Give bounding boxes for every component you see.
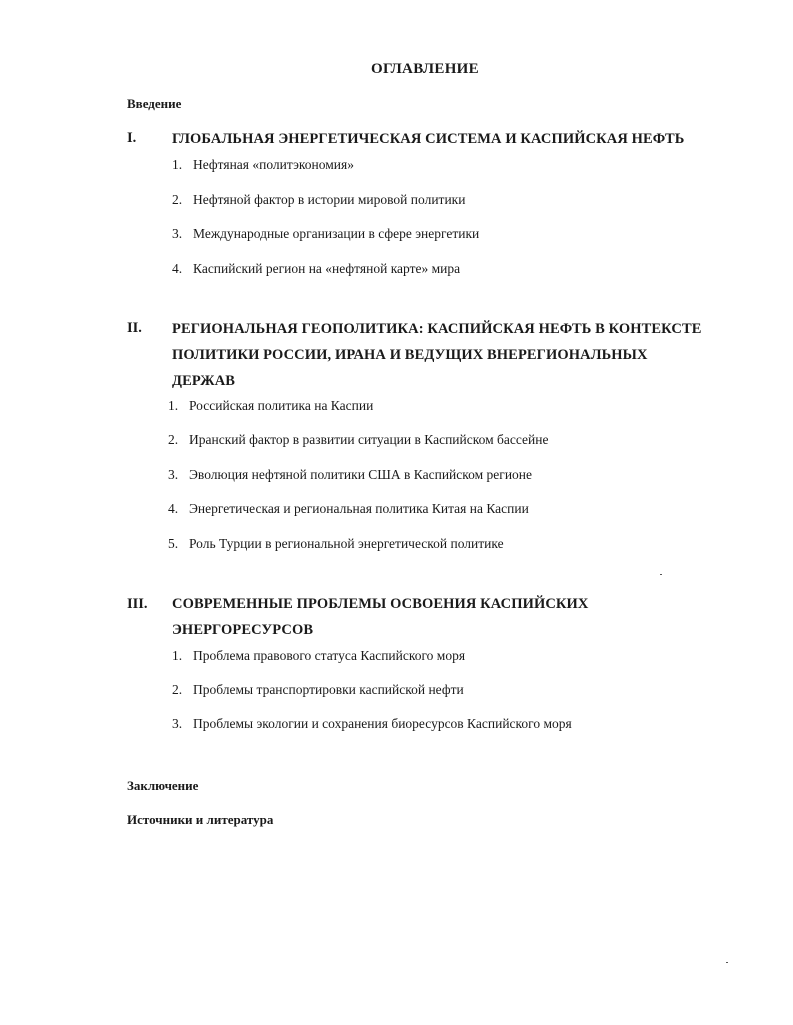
toc-item: Проблемы экологии и сохранения биоресурсов Каспийского моря xyxy=(193,716,572,731)
toc-item: Иранский фактор в развитии ситуации в Каспийском бассейне xyxy=(189,432,549,447)
section-number: I. xyxy=(127,130,137,146)
toc-item: Эволюция нефтяной политики США в Каспийском регионе xyxy=(189,467,533,482)
item-number: 3. xyxy=(172,716,183,731)
toc-item: Нефтяной фактор в истории мировой политики xyxy=(193,192,466,207)
section-title xyxy=(172,316,732,394)
toc-conclusion: Заключение xyxy=(127,778,199,793)
scan-speck xyxy=(660,574,662,575)
toc-item: Нефтяная «политэкономия» xyxy=(193,157,354,172)
item-number: 1. xyxy=(172,648,183,663)
item-number: 2. xyxy=(172,682,183,697)
toc-item: Роль Турции в региональной энергетической политике xyxy=(189,536,504,551)
item-number: 2. xyxy=(172,192,183,207)
section-title-line: СОВРЕМЕННЫЕ ПРОБЛЕМЫ ОСВОЕНИЯ КАСПИЙСКИХ xyxy=(172,596,589,612)
item-number: 5. xyxy=(168,536,179,551)
item-number: 3. xyxy=(168,467,179,482)
section-title-line: ДЕРЖАВ xyxy=(172,373,236,389)
item-number: 4. xyxy=(168,501,179,516)
section-title xyxy=(172,591,732,643)
section-title-line: ПОЛИТИКИ РОССИИ, ИРАНА И ВЕДУЩИХ ВНЕРЕГИОНАЛЬНЫХ xyxy=(172,347,648,363)
toc-item: Проблемы транспортировки каспийской нефти xyxy=(193,682,464,697)
item-number: 3. xyxy=(172,226,183,241)
toc-item: Энергетическая и региональная политика Китая на Каспии xyxy=(189,501,529,516)
section-number: II. xyxy=(127,320,142,336)
item-number: 2. xyxy=(168,432,179,447)
toc-sources: Источники и литература xyxy=(127,812,274,827)
scan-speck xyxy=(726,962,728,963)
section-title-line: ЭНЕРГОРЕСУРСОВ xyxy=(172,622,314,638)
item-number: 1. xyxy=(172,157,183,172)
toc-item: Российская политика на Каспии xyxy=(189,398,374,413)
item-number: 4. xyxy=(172,261,183,276)
section-title xyxy=(172,126,732,152)
item-number: 1. xyxy=(168,398,179,413)
toc-item: Каспийский регион на «нефтяной карте» мира xyxy=(193,261,461,276)
section-title-line: ГЛОБАЛЬНАЯ ЭНЕРГЕТИЧЕСКАЯ СИСТЕМА И КАСПИЙСКАЯ НЕФТЬ xyxy=(172,131,685,147)
toc-item: Проблема правового статуса Каспийского моря xyxy=(193,648,466,663)
toc-item: Международные организации в сфере энергетики xyxy=(193,226,480,241)
toc-intro: Введение xyxy=(127,96,182,111)
section-number: III. xyxy=(127,596,148,612)
section-title-line: РЕГИОНАЛЬНАЯ ГЕОПОЛИТИКА: КАСПИЙСКАЯ НЕФТЬ В КОНТЕКСТЕ xyxy=(172,321,702,337)
page-title: ОГЛАВЛЕНИЕ xyxy=(371,61,479,77)
